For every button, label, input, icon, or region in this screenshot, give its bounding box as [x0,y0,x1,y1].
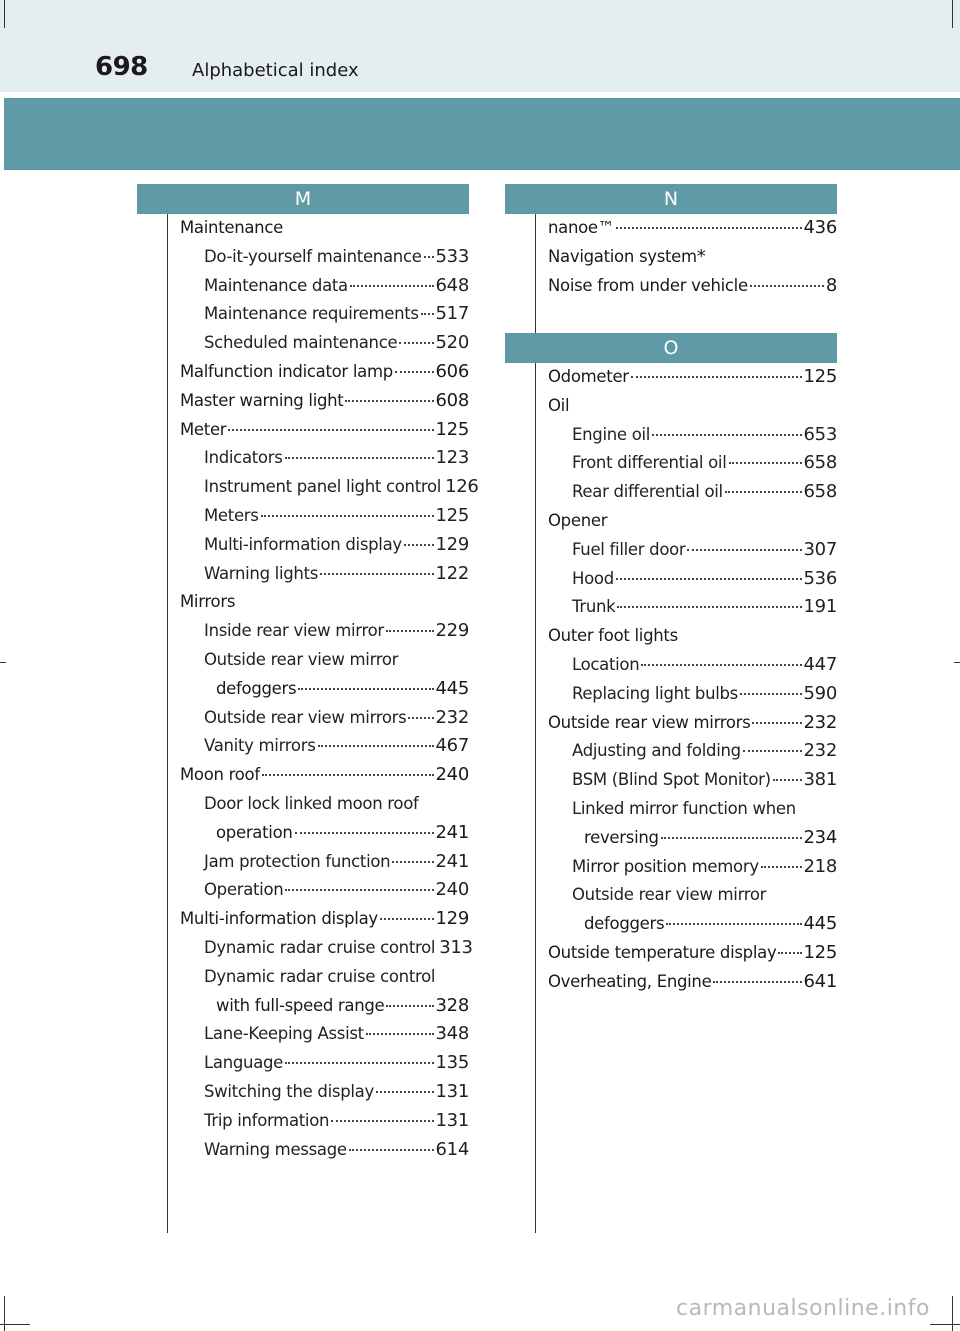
page-reference: 229 [435,620,469,642]
page-reference: 125 [803,366,837,387]
index-entry [180,1020,469,1049]
entry-term: Opener [548,510,608,530]
index-entry [548,795,837,824]
entry-term: Outside rear view mirrors [204,707,407,727]
index-entry [548,737,837,766]
index-entry [180,358,469,387]
page-reference: 445 [803,913,837,935]
dot-leader [295,820,434,834]
dot-leader [366,1021,434,1035]
index-entry [180,444,469,473]
index-entry [548,272,837,301]
entry-term: Rear differential oil [572,482,723,502]
entry-term: Adjusting and folding [572,741,741,761]
entry-term: defoggers [584,914,665,934]
column-rule-right [535,214,536,1233]
dot-leader [386,993,433,1007]
dot-leader [713,969,801,983]
index-entry [180,704,469,733]
index-entry [548,824,837,853]
dot-leader [380,906,434,920]
entry-term: Meter [180,419,227,439]
entry-term: Operation [204,880,284,900]
entry-term: Trunk [572,597,616,617]
dot-leader [404,532,434,546]
dot-leader [320,561,433,575]
dot-leader [725,479,802,493]
index-entry [180,329,469,358]
page-reference: 241 [435,850,469,872]
entry-term: Trip information [204,1110,330,1130]
index-entry [180,214,469,243]
index-entry [548,709,837,738]
page-reference: 447 [803,653,837,675]
entry-term: Overheating, Engine [548,971,712,991]
page-reference: 8 [825,274,837,296]
page-reference: 313 [439,936,473,958]
entry-term: Mirror position memory [572,856,759,876]
page-reference: 608 [435,389,469,411]
entry-term: Malfunction indicator lamp [180,361,393,381]
entry-term: Vanity mirrors [204,736,316,756]
dot-leader [729,450,802,464]
page-reference: 328 [435,994,469,1016]
page-reference: 381 [803,769,837,791]
crop-mark [4,1296,5,1331]
index-entry [180,387,469,416]
dot-leader [740,681,802,695]
index-entry [180,963,469,992]
dot-leader [752,710,801,724]
dot-leader [616,215,802,229]
page-reference: 517 [435,303,469,325]
page-number: 698 [95,52,148,82]
index-entry [548,939,837,968]
index-entry [180,1107,469,1136]
entry-term: BSM (Blind Spot Monitor) [572,770,771,790]
index-entry: Navigation system * [548,243,837,272]
index-entry [548,968,837,997]
dot-leader [761,854,802,868]
index-entry [548,421,837,450]
index-entry [548,680,837,709]
index-entry [180,588,469,617]
dot-leader [318,733,434,747]
dot-leader [617,594,801,608]
page-reference: 191 [803,596,837,618]
page-reference: 241 [435,821,469,843]
page-reference: 648 [435,274,469,296]
entry-term: Outside rear view mirror [204,649,399,669]
index-entry [548,449,837,478]
entry-term: defoggers [216,678,297,698]
dot-leader [345,388,433,402]
page-reference: 445 [435,677,469,699]
dot-leader [261,503,434,517]
entry-term: Location [572,654,640,674]
entry-term: Outside rear view mirror [572,885,767,905]
dot-leader [750,273,824,287]
page-reference: 520 [435,332,469,354]
index-entry [180,272,469,301]
index-entry [180,502,469,531]
index-entry [180,473,479,502]
index-column-o [548,363,837,997]
dot-leader [399,330,433,344]
watermark-logo: carmanualsonline.info [676,1296,930,1321]
index-entry [548,565,837,594]
index-entry [180,300,469,329]
dot-leader [631,364,802,378]
index-entry [180,876,469,905]
page-reference: 232 [803,740,837,762]
page-reference: 658 [803,481,837,503]
dot-leader [395,359,434,373]
entry-term: Maintenance data [204,275,348,295]
entry-term: Master warning light [180,390,344,410]
index-entry [180,1078,469,1107]
dot-leader [743,738,802,752]
entry-term: Warning message [204,1139,347,1159]
entry-term: operation [216,822,293,842]
dot-leader [652,422,801,436]
entry-term: Linked mirror function when [572,798,796,818]
dot-leader [641,652,801,666]
index-entry [548,622,837,651]
dot-leader [331,1108,433,1122]
entry-term: Scheduled maintenance [204,333,398,353]
index-entry [180,905,469,934]
page-reference: 240 [435,879,469,901]
index-entry [180,848,469,877]
page-reference: 307 [803,538,837,560]
dot-leader [392,849,433,863]
crop-mark [4,0,5,28]
crop-mark [0,662,6,663]
index-entry [548,766,837,795]
page-reference: 467 [435,735,469,757]
index-entry [548,853,837,882]
entry-term: Noise from under vehicle [548,275,748,295]
page-reference: 131 [435,1109,469,1131]
dot-leader [408,705,433,719]
index-entry [548,478,837,507]
page-reference: 123 [435,447,469,469]
page-reference: 135 [435,1052,469,1074]
entry-term: Hood [572,568,614,588]
page-reference: 125 [803,941,837,963]
index-entry [548,507,837,536]
page-reference: 126 [445,476,479,498]
index-entry [548,214,837,243]
entry-term: Dynamic radar cruise control [204,937,436,957]
entry-term: Language [204,1053,284,1073]
dot-leader [661,825,802,839]
page-reference: 131 [435,1080,469,1102]
index-entry [180,992,469,1021]
dot-leader [424,244,434,258]
page-reference: 234 [803,826,837,848]
dot-leader [228,417,433,431]
page-reference: 590 [803,682,837,704]
index-column-m [180,214,479,1164]
entry-term: Fuel filler door [572,539,686,559]
page-reference: 348 [435,1023,469,1045]
crop-mark [954,662,960,663]
index-entry [180,617,469,646]
entry-term: Mirrors [180,592,236,612]
index-entry [180,1049,469,1078]
entry-term: Multi-information display [180,909,378,929]
page-reference: 129 [435,533,469,555]
index-entry [548,593,837,622]
page-reference: 240 [435,764,469,786]
page-reference: 125 [435,418,469,440]
index-entry [548,910,837,939]
crop-mark [952,1296,953,1331]
index-entry [180,732,469,761]
index-entry [548,881,837,910]
page-reference: 533 [435,245,469,267]
entry-term: Do-it-yourself maintenance [204,246,422,266]
entry-term: Warning lights [204,563,319,583]
index-entry [548,392,837,421]
entry-term: with full-speed range [216,995,385,1015]
entry-term: reversing [584,827,659,847]
page-reference: 436 [803,217,837,238]
dot-leader [285,1050,434,1064]
page-reference: 641 [803,970,837,992]
entry-term: nanoe™ [548,218,614,237]
dot-leader [376,1079,434,1093]
dot-leader [666,911,801,925]
page-reference: 232 [435,706,469,728]
entry-term: Indicators [204,448,283,468]
entry-term: Dynamic radar cruise control [204,966,436,986]
dot-leader [350,273,434,287]
entry-term: Inside rear view mirror [204,621,384,641]
entry-term: Odometer [548,367,629,386]
entry-term: Jam protection function [204,851,391,871]
dot-leader [349,1137,434,1151]
entry-term: Front differential oil [572,453,727,473]
dot-leader [616,566,802,580]
page-reference: 614 [435,1138,469,1160]
page-title: Alphabetical index [192,60,359,81]
dot-leader [778,940,801,954]
crop-mark [952,0,953,28]
section-header-o: O [505,333,837,363]
page-reference: 125 [435,504,469,526]
index-entry [180,934,473,963]
dot-leader [421,301,434,315]
index-entry [180,675,469,704]
section-header-m: M [137,184,469,214]
entry-term: Lane-Keeping Assist [204,1024,364,1044]
entry-term: Oil [548,395,570,415]
column-rule-left [167,214,168,1233]
entry-term: Replacing light bulbs [572,683,738,703]
dot-leader [773,767,802,781]
page-reference: 536 [803,567,837,589]
page-reference: 232 [803,711,837,733]
index-entry [548,651,837,680]
entry-term: Moon roof [180,765,260,785]
entry-term: Engine oil [572,424,651,444]
dot-leader [285,445,434,459]
index-entry [180,531,469,560]
entry-term: Instrument panel light control [204,477,442,497]
dot-leader [285,877,433,891]
entry-term: Maintenance requirements [204,304,419,324]
page-reference: 653 [803,423,837,445]
index-entry [180,646,469,675]
index-entry [180,761,469,790]
crop-mark [930,1324,960,1325]
entry-term: Outside rear view mirrors [548,712,751,732]
index-entry [548,363,837,392]
page-reference: 606 [435,360,469,382]
index-column-n [548,214,837,300]
entry-term: Outer foot lights [548,626,678,646]
entry-term: Navigation system [548,246,697,266]
index-entry [548,536,837,565]
index-entry [180,1136,469,1165]
page-reference: 122 [435,562,469,584]
page-reference: 218 [803,855,837,877]
header-banner [4,98,960,170]
index-entry [180,790,469,819]
index-entry [180,416,469,445]
page-reference: 129 [435,908,469,930]
page-reference: 658 [803,452,837,474]
dot-leader [262,762,434,776]
section-header-n: N [505,184,837,214]
entry-term: Switching the display [204,1081,374,1101]
entry-term: Outside temperature display [548,942,777,962]
index-entry [180,819,469,848]
dot-leader [386,618,434,632]
entry-term: Multi-information display [204,534,402,554]
entry-term: Meters [204,505,259,525]
index-entry [180,560,469,589]
dot-leader [298,676,433,690]
entry-term: Door lock linked moon roof [204,793,419,813]
entry-term: Maintenance [180,218,283,237]
index-entry [180,243,469,272]
dot-leader [687,537,801,551]
